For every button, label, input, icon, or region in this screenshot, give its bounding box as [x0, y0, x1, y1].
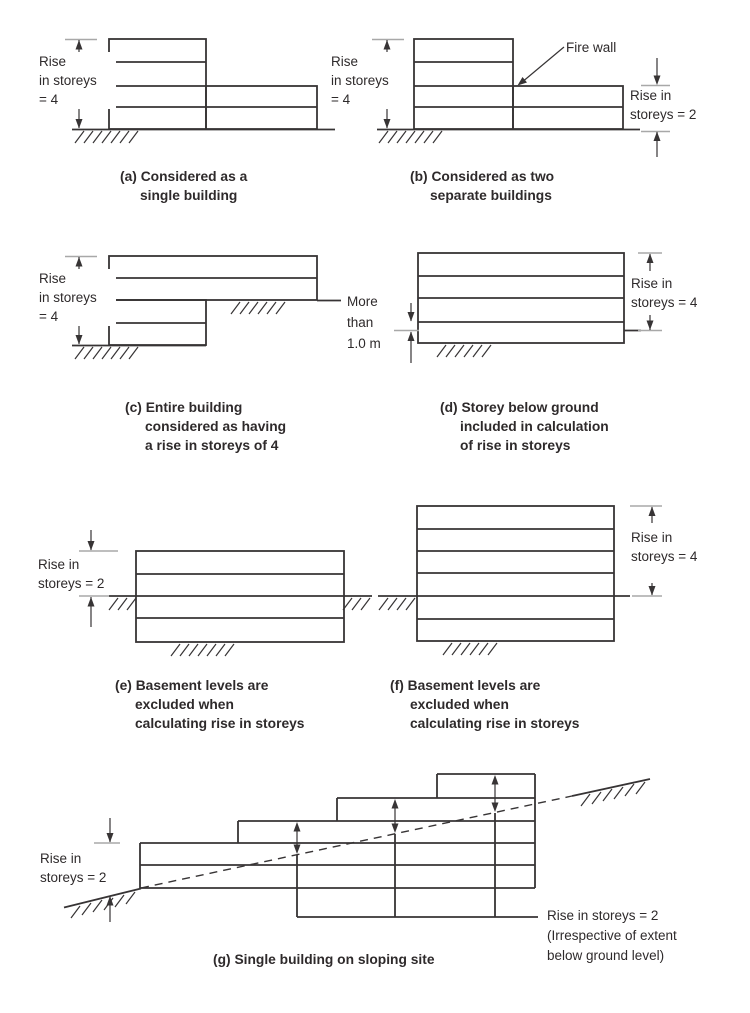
diagram-f-rise-label: Rise in storeys = 4: [631, 530, 698, 564]
more-than-1m-label: More than 1.0 m: [347, 294, 381, 351]
diagram-e-caption: (e) Basement levels are excluded when calculating rise in storeys: [115, 678, 305, 731]
diagram-c-rise-label: Rise in storeys = 4: [38, 269, 116, 326]
arrow-up: [654, 132, 661, 142]
basement-hatch: [443, 643, 497, 655]
arrow-up: [88, 597, 95, 607]
arrow-up: [647, 254, 654, 264]
arrow-up: [76, 40, 83, 50]
arrow-down: [647, 321, 654, 331]
arrow-down: [384, 119, 391, 129]
floor-lines: [417, 529, 614, 619]
slope-left: [64, 889, 141, 908]
arrow-up: [492, 775, 499, 785]
diagram-g-rise-label: Rise in storeys = 2: [40, 851, 107, 885]
diagram-b-drawing: [372, 39, 670, 157]
arrow-down: [294, 845, 301, 855]
basement-hatch: [171, 644, 234, 656]
arrow-down: [649, 586, 656, 596]
ground-hatch-left: [379, 598, 415, 610]
ground-hatch: [75, 131, 138, 143]
arrow-up: [649, 507, 656, 517]
slope-hatch-right: [581, 782, 645, 806]
floor-lines: [418, 276, 624, 322]
diagram-b-caption: (b) Considered as two separate buildings: [410, 169, 555, 203]
ground-hatch-right: [343, 598, 370, 610]
arrow-down: [408, 312, 415, 322]
slope-right: [572, 779, 650, 796]
slope-hatch-left: [71, 892, 135, 918]
fire-wall-leader-arrow: [518, 77, 528, 86]
arrow-up: [384, 40, 391, 50]
arrow-down: [88, 541, 95, 551]
building-tall-block: [414, 39, 513, 129]
ground-hatch: [437, 345, 491, 357]
arrow-down: [654, 76, 661, 86]
diagram-a-caption: (a) Considered as a single building: [120, 169, 248, 203]
diagram-c-caption: (c) Entire building considered as having a rise in storeys of 4: [125, 400, 287, 453]
arrow-down: [76, 119, 83, 129]
diagram-g-drawing: [64, 774, 650, 922]
arrow-down: [76, 335, 83, 345]
diagram-d-caption: (d) Storey below ground included in calculation of rise in storeys: [440, 400, 609, 453]
arrow-up: [294, 822, 301, 832]
ground-hatch: [379, 131, 442, 143]
floor-lines: [109, 62, 317, 107]
fire-wall-label: Fire wall: [566, 40, 617, 55]
arrow-down: [107, 833, 114, 843]
step-walls: [140, 774, 535, 888]
arrow-up: [392, 799, 399, 809]
building-tall-block: [109, 39, 206, 129]
arrow-down: [492, 803, 499, 813]
sloping-ground-dashed-line: [141, 796, 572, 888]
arrow-up: [76, 257, 83, 267]
diagram-g-rise2-label: Rise in storeys = 2 (Irrespective of extent below ground level): [547, 908, 677, 963]
ground-hatch-left: [109, 598, 136, 610]
arrow-up: [408, 332, 415, 342]
diagram-b-rise2-label: Rise in storeys = 2: [630, 88, 697, 122]
fire-wall-leader: [521, 47, 564, 83]
ground-hatch-left: [75, 347, 138, 359]
diagram-d-drawing: [394, 253, 662, 363]
diagram-e-rise-label: Rise in storeys = 2: [38, 557, 105, 591]
ground-hatch-right: [231, 302, 285, 314]
diagram-d-rise-label: Rise in storeys = 4: [631, 276, 698, 310]
diagram-g-caption: (g) Single building on sloping site: [213, 952, 435, 967]
diagram-f-drawing: [378, 506, 662, 655]
diagram-e-drawing: [79, 530, 372, 656]
diagram-a-rise-label: Rise in storeys = 4: [38, 52, 116, 109]
arrow-down: [392, 824, 399, 834]
diagram-b-rise-label: Rise in storeys = 4: [330, 52, 410, 109]
diagram-f-caption: (f) Basement levels are excluded when calculating rise in storeys: [390, 678, 580, 731]
